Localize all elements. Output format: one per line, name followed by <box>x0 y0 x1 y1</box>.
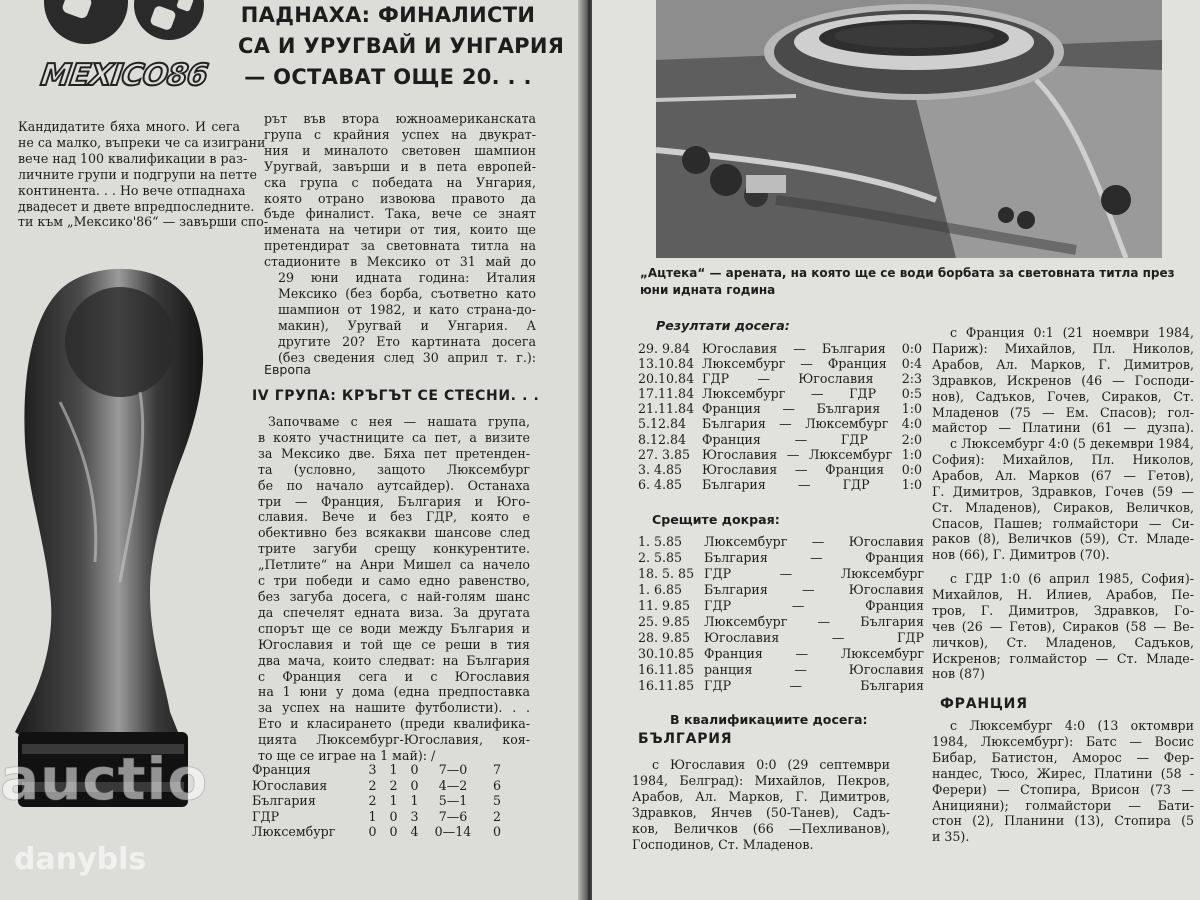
standings-cell: 3 <box>410 808 419 824</box>
standings-row <box>252 824 501 840</box>
text-line: Ето и класирането (преди квалифика- <box>258 716 530 732</box>
result-match: България — ГДР 1:0 <box>702 476 922 492</box>
text-line: Здравков, Янчев (50-Танев), Садъ- <box>632 804 890 820</box>
headline-line: — ОСТАВАТ ОЩЕ 20. . . <box>244 65 532 89</box>
result-row <box>638 416 922 431</box>
fixture-date: 18. 5. 85 <box>638 566 695 581</box>
standings-cell: 1 <box>389 762 398 777</box>
result-date: 3. 4.85 <box>638 461 683 477</box>
result-match: Югославия — България 0:0 <box>702 341 922 356</box>
caption-line: „Ацтека“ — арената, на която ще се води борбата за световната титла през <box>640 266 1175 280</box>
standings-cell: 0 <box>410 777 419 793</box>
result-row <box>638 432 922 447</box>
fixture-match: България — Югославия <box>704 582 924 597</box>
result-row <box>638 371 922 386</box>
result-date: 5.12.84 <box>638 416 687 432</box>
result-match: Франция — ГДР 2:0 <box>702 431 922 447</box>
text-line: ска група с победата на Унгария, <box>264 174 536 190</box>
fixture-date: 16.11.85 <box>638 678 695 693</box>
standings-cell: 1 <box>410 793 419 809</box>
text-line: рът във втора южноамериканската <box>264 111 536 126</box>
fixtures-list <box>638 534 924 694</box>
stadium-photo <box>656 0 1162 258</box>
text-line: в която участниците са пет, а визите <box>258 429 530 445</box>
text-line: раков (8), Величков (59), Ст. Младе- <box>932 531 1194 547</box>
text-line: (без сведения след 30 април т. г.): <box>278 349 536 365</box>
fixture-date: 16.11.85 <box>638 662 695 677</box>
result-match: Люксембург — Франция 0:4 <box>702 356 922 372</box>
country-heading-bulgaria: БЪЛГАРИЯ <box>638 731 733 747</box>
fixture-row <box>638 678 924 694</box>
fixtures-heading: Срещите докрая: <box>652 512 780 527</box>
text-line: Югославия и той ще се реши в тия <box>258 636 530 652</box>
caption-line: юни идната година <box>640 283 776 297</box>
text-line: претендират за световната титла на <box>264 238 536 254</box>
text-line: да спечелят едната виза. За другата <box>258 604 530 620</box>
photo-caption <box>640 265 1200 299</box>
text-line: с Люксембург 4:0 (13 октомври <box>950 718 1194 733</box>
text-line: с Югославия 0:0 (29 септември <box>652 757 890 772</box>
text-line: Париж): Михайлов, Пл. Николов, <box>932 340 1194 356</box>
standings-team: ГДР <box>252 808 280 824</box>
text-line: трите загуби срещу конкурентите. <box>258 541 530 557</box>
fixture-match: Люксембург — България <box>704 614 924 629</box>
text-line: с ГДР 1:0 (6 април 1985, София)- <box>950 571 1194 586</box>
text-line: тров, Г. Димитров, Здравков, Го- <box>932 602 1194 618</box>
qualifications-heading: В квалификациите досега: <box>670 712 868 727</box>
group-article-body <box>258 414 530 764</box>
result-date: 21.11.84 <box>638 401 695 417</box>
text-line: континента. . . Но вече отпаднаха <box>18 182 246 198</box>
text-line: и 35). <box>932 829 970 845</box>
match-report-gdr <box>932 571 1194 682</box>
text-line: стон (2), Планини (13), Стопира (5 <box>932 813 1194 829</box>
text-line: Искренов; голмайстор — Ст. Младе- <box>932 650 1194 666</box>
text-line: Бибар, Батистон, Аморос — Фер- <box>932 749 1194 765</box>
standings-cell: 0—14 <box>434 824 472 840</box>
result-row <box>638 477 922 492</box>
standings-cell: 6 <box>492 777 501 793</box>
standings-row <box>252 793 501 809</box>
text-line: на 1 юни у дома (една предпоставка <box>258 684 530 700</box>
fixture-row <box>638 662 924 678</box>
standings-cell: 4 <box>410 824 419 840</box>
text-line: Аницияни); голмайстори — Бати- <box>932 797 1194 813</box>
standings-cell: 2 <box>368 777 377 793</box>
text-line: Господинов, Ст. Младенов. <box>632 836 814 852</box>
fixture-match: Люксембург — Югославия <box>704 534 924 549</box>
fixture-row <box>638 614 924 630</box>
fixture-row <box>638 598 924 614</box>
result-row <box>638 401 922 416</box>
text-line: имената на четири от тия, които ще <box>264 222 536 238</box>
text-line: група с крайния успех на двукрат- <box>264 126 536 142</box>
standings-cell: 1 <box>389 793 398 809</box>
fixture-match: Югославия — ГДР <box>704 630 924 645</box>
text-line: ти към „Мексико'86“ — завърши спо- <box>18 214 269 230</box>
fixture-row <box>638 646 924 662</box>
fixture-date: 1. 6.85 <box>638 582 683 597</box>
text-line: шампион от 1982, и като страна-до- <box>278 301 536 317</box>
text-line: стадионите в Мексико от 31 май до <box>264 254 536 270</box>
text-line: 1984, Люксембург): Батс — Восис <box>932 733 1194 749</box>
fixture-date: 25. 9.85 <box>638 614 691 629</box>
fixture-date: 28. 9.85 <box>638 630 691 645</box>
text-line: нов (66), Г. Димитров (70). <box>932 547 1110 563</box>
right-page <box>592 0 1200 900</box>
standings-cell: 0 <box>368 824 377 840</box>
standings-team: Люксембург <box>252 824 336 840</box>
result-date: 20.10.84 <box>638 371 695 387</box>
fixture-row <box>638 582 924 598</box>
fixture-match: ГДР — Люксембург <box>704 566 924 581</box>
standings-row <box>252 809 501 825</box>
text-line: личков), Ст. Младенов, Садъков, <box>932 634 1194 650</box>
text-line: Кандидатите бяха много. И сега <box>18 119 240 134</box>
text-line: нов (87) <box>932 666 985 682</box>
standings-team: Югославия <box>252 777 328 793</box>
text-line: бъде финалист. Така, вече се знаят <box>264 206 536 222</box>
text-line: Спасов, Пашев; голмайстори — Си- <box>932 515 1194 531</box>
text-line: Мексико (без борба, съответно като <box>278 285 536 301</box>
fixture-row <box>638 566 924 582</box>
match-report-luxembourg <box>932 436 1194 563</box>
text-line: 29 юни идната година: Италия <box>278 270 536 286</box>
standings-row <box>252 762 501 778</box>
result-match: Франция — България 1:0 <box>702 401 922 417</box>
text-line: славия. Вече и без ГДР, която е <box>258 509 530 525</box>
watermark-user: danybls <box>14 842 147 877</box>
world-cup-trophy-image <box>0 262 215 822</box>
text-line: Уругвай, завърши и в пета европей- <box>264 158 536 174</box>
result-match: Югославия — Люксембург 1:0 <box>702 446 922 462</box>
result-row <box>638 447 922 462</box>
fixture-match: ГДР — Франция <box>704 598 924 613</box>
text-line: без загуба досега, с най-голям шанс <box>258 588 530 604</box>
intro-paragraph <box>18 119 269 230</box>
text-line: та (условно, защото Люксембург <box>258 461 530 477</box>
result-date: 13.10.84 <box>638 356 695 372</box>
fixture-match: България — Франция <box>704 550 924 565</box>
text-line: която отрано извоюва правото да <box>264 190 536 206</box>
standings-cell: 7—0 <box>438 762 468 777</box>
result-match: ГДР — Югославия 2:3 <box>702 371 922 387</box>
text-line: вече над 100 квалификации в раз- <box>18 150 248 166</box>
text-line: не са малко, въпреки че са изиграни <box>18 134 266 150</box>
fixture-match: ГДР — България <box>704 678 924 693</box>
text-line: спорът ще се води между България и <box>258 620 530 636</box>
text-line: с три победи и само едно равенство, <box>258 573 530 589</box>
text-line: Арабов, Ал. Марков, Г. Димитров, <box>932 356 1194 372</box>
text-line: с Франция 0:1 (21 ноември 1984, <box>950 325 1194 340</box>
standings-cell: 0 <box>389 824 398 840</box>
text-line: с Франция сега и с Югославия <box>258 668 530 684</box>
fixture-date: 30.10.85 <box>638 646 695 661</box>
text-line: то ще се играе на 1 май): / <box>258 748 436 764</box>
standings-cell: 0 <box>389 808 398 824</box>
result-row <box>638 386 922 401</box>
text-line: личните групи и подгрупи на петте <box>18 166 257 182</box>
text-line: Ферери) — Стопира, Врисон (73 — <box>932 781 1194 797</box>
text-line: „Петлите“ на Анри Мишел са начело <box>258 557 530 573</box>
result-match: България — Люксембург 4:0 <box>702 416 922 432</box>
standings-cell: 5 <box>492 793 501 809</box>
left-page <box>0 0 585 900</box>
text-line: ков, Величков (66 —Пехливанов), <box>632 820 890 836</box>
result-row <box>638 462 922 477</box>
standings-cell: 2 <box>368 793 377 809</box>
fixture-match: Франция — Люксембург <box>704 646 924 661</box>
text-line: бе по начало аутсайдер). Останаха <box>258 477 530 493</box>
fixture-row <box>638 630 924 646</box>
result-date: 8.12.84 <box>638 431 687 447</box>
text-line: с Люксембург 4:0 (5 декември 1984, <box>950 436 1194 451</box>
result-date: 29. 9.84 <box>638 341 691 356</box>
standings-cell: 2 <box>492 808 501 824</box>
result-row <box>638 341 922 356</box>
standings-team: Франция <box>252 762 311 777</box>
text-line: София): Михайлов, Пл. Николов, <box>932 451 1194 467</box>
fixture-date: 1. 5.85 <box>638 534 683 549</box>
text-line: макин), Уругвай и Унгария. А <box>278 317 536 333</box>
fixture-date: 11. 9.85 <box>638 598 691 613</box>
standings-cell: 1 <box>368 808 377 824</box>
standings-cell: 0 <box>410 762 419 777</box>
group-heading: IV ГРУПА: КРЪГЪТ СЕ СТЕСНИ. . . <box>252 388 540 404</box>
text-line: Арабов, Ал. Марков (67 — Гетов), <box>932 467 1194 483</box>
standings-cell: 3 <box>368 762 377 777</box>
text-line: Михайлов, Н. Илиев, Арабов, Пе- <box>932 586 1194 602</box>
text-line: нов), Садъков, Гочев, Сираков, Ст. <box>932 388 1194 404</box>
result-date: 6. 4.85 <box>638 476 683 492</box>
standings-table <box>252 762 501 840</box>
results-list <box>638 341 922 492</box>
football-logo-icon <box>42 0 202 58</box>
standings-cell: 5—1 <box>438 793 468 809</box>
text-line: за успех на нашите футболисти). . . <box>258 700 530 716</box>
bulgaria-paragraph <box>632 757 890 852</box>
fixture-row <box>638 550 924 566</box>
headline-line: СА И УРУГВАЙ И УНГАРИЯ <box>238 34 565 58</box>
text-line: двадесет и двете впредпоследните. <box>18 198 255 214</box>
result-date: 17.11.84 <box>638 386 695 402</box>
standings-cell: 2 <box>389 777 398 793</box>
fixture-date: 2. 5.85 <box>638 550 683 565</box>
text-line: ния и миналото световен шампион <box>264 142 536 158</box>
standings-cell: 7—6 <box>438 808 468 824</box>
result-match: Люксембург — ГДР 0:5 <box>702 386 922 402</box>
standings-team: България <box>252 793 316 809</box>
standings-cell: 0 <box>492 824 501 840</box>
text-line: Здравков, Искренов (46 — Господи- <box>932 372 1194 388</box>
result-date: 27. 3.85 <box>638 446 691 462</box>
fixture-match: ранция — Югославия <box>704 662 924 677</box>
text-line: Г. Димитров, Здравков, Гочев (59 — <box>932 483 1194 499</box>
match-report-france <box>932 325 1194 436</box>
country-heading-france: ФРАНЦИЯ <box>940 696 1028 712</box>
text-line: Ст. Младенов), Сираков, Величков, <box>932 499 1194 515</box>
mexico86-logo: MEXICO86 <box>38 58 210 93</box>
region-label: Европа <box>264 362 312 377</box>
france-paragraph <box>932 718 1194 845</box>
text-line: обективно без всякакви шансове след <box>258 525 530 541</box>
text-line: другите 20? Ето картината досега <box>278 333 536 349</box>
text-line: Младенов (75 — Ем. Спасов); гол- <box>932 404 1194 420</box>
text-line: цията Люксембург-Югославия, коя- <box>258 732 530 748</box>
text-line: чев (26 — Гетов), Сираков (58 — Ве- <box>932 618 1194 634</box>
result-row <box>638 356 922 371</box>
text-line: Арабов, Ал. Марков, Г. Димитров, <box>632 788 890 804</box>
standings-cell: 7 <box>492 762 501 777</box>
text-line: 1984, Белград): Михайлов, Пекров, <box>632 772 890 788</box>
column-two-paragraph <box>264 111 536 366</box>
result-match: Югославия — Франция 0:0 <box>702 461 922 477</box>
headline-line: ПАДНАХА: ФИНАЛИСТИ <box>240 3 536 27</box>
headline <box>238 0 565 93</box>
fixture-row <box>638 534 924 550</box>
text-line: майстор — Платини (61 — дузпа). <box>932 420 1194 436</box>
text-line: нандес, Тюсо, Жирес, Платини (58 - <box>932 765 1194 781</box>
watermark-logo: auctio <box>0 745 209 813</box>
text-line: два мача, които следват: на България <box>258 652 530 668</box>
standings-cell: 4—2 <box>438 777 468 793</box>
text-line: Започваме с нея — нашата група, <box>268 414 530 429</box>
text-line: три — Франция, България и Юго- <box>258 493 530 509</box>
text-line: за Мексико две. Бяха пет претенден- <box>258 445 530 461</box>
standings-row <box>252 778 501 794</box>
results-heading: Резултати досега: <box>656 318 790 333</box>
